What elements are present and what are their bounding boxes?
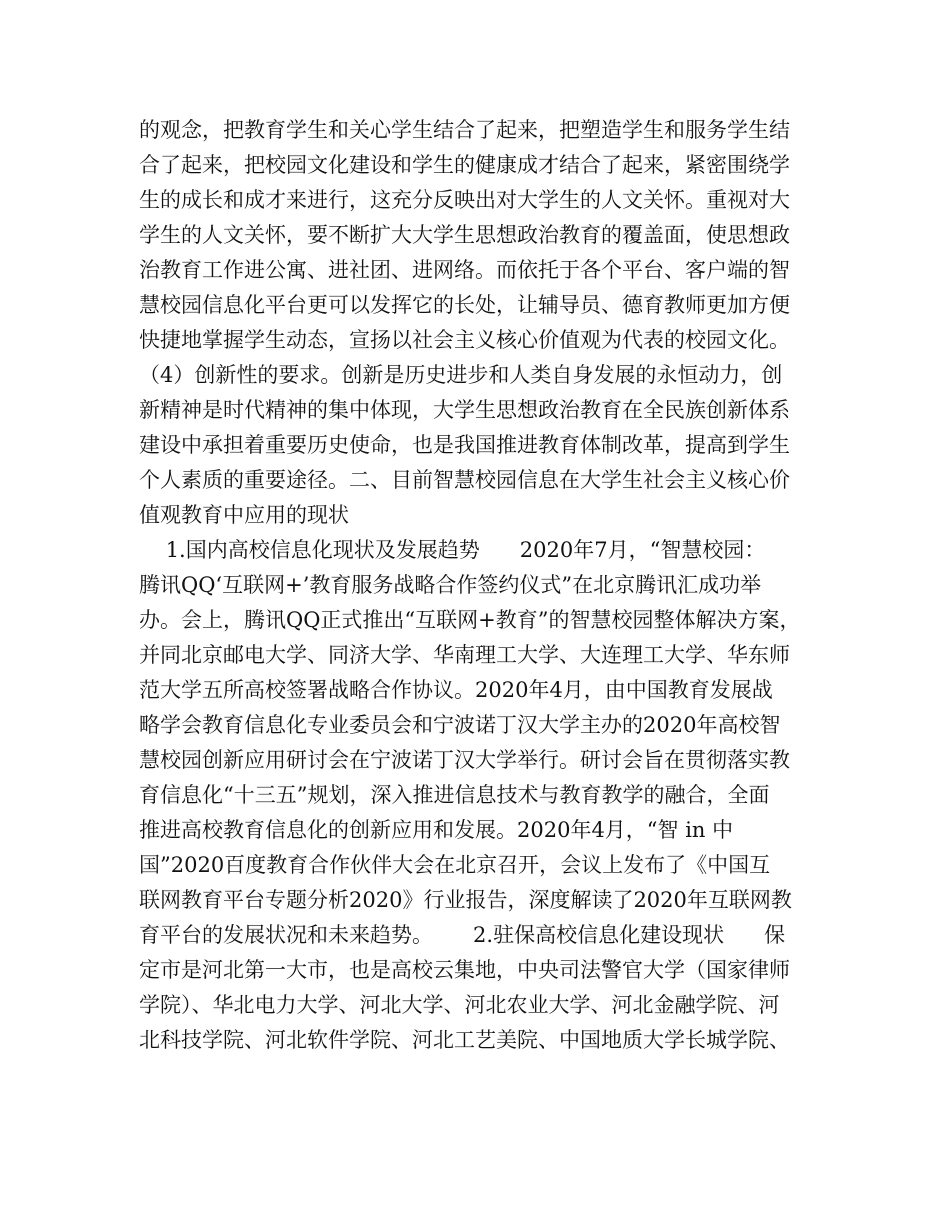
text-line: 国”2020百度教育合作伙伴大会在北京召开，会议上发布了《中国互	[139, 853, 771, 877]
body-text	[139, 113, 839, 1058]
text-line: 合了起来，把校园文化建设和学生的健康成才结合了起来，紧密围绕学	[139, 153, 790, 177]
text-line: 快捷地掌握学生动态，宣扬以社会主义核心价值观为代表的校园文化。	[139, 328, 790, 352]
text-line: 学院）、华北电力大学、河北大学、河北农业大学、河北金融学院、河	[139, 993, 780, 1017]
text-line: 慧校园信息化平台更可以发挥它的长处，让辅导员、德育教师更加方便	[139, 293, 790, 317]
text-line: 1.国内高校信息化现状及发展趋势 2020年7月，“智慧校园：	[139, 538, 766, 562]
text-line: 慧校园创新应用研讨会在宁波诺丁汉大学举行。研讨会旨在贯彻落实教	[139, 748, 790, 772]
text-line: 值观教育中应用的现状	[139, 503, 349, 527]
text-line: 的观念，把教育学生和关心学生结合了起来，把塑造学生和服务学生结	[139, 118, 790, 142]
text-line: 新精神是时代精神的集中体现，大学生思想政治教育在全民族创新体系	[139, 398, 790, 422]
text-line: 生的成长和成才来进行，这充分反映出对大学生的人文关怀。重视对大	[139, 188, 790, 212]
text-line: 育信息化“十三五”规划，深入推进信息技术与教育教学的融合，全面	[139, 783, 770, 807]
text-line: 腾讯QQ‘互联网+’教育服务战略合作签约仪式”在北京腾讯汇成功举	[139, 573, 762, 597]
text-line: 建设中承担着重要历史使命，也是我国推进教育体制改革，提高到学生	[139, 433, 790, 457]
text-line: （4）创新性的要求。创新是历史进步和人类自身发展的永恒动力，创	[139, 363, 783, 387]
text-line: 育平台的发展状况和未来趋势。 2.驻保高校信息化建设现状 保	[139, 923, 786, 947]
text-line: 个人素质的重要途径。二、目前智慧校园信息在大学生社会主义核心价	[139, 468, 790, 492]
text-line: 略学会教育信息化专业委员会和宁波诺丁汉大学主办的2020年高校智	[139, 713, 781, 737]
text-line: 治教育工作进公寓、进社团、进网络。而依托于各个平台、客户端的智	[139, 258, 790, 282]
text-line: 北科技学院、河北软件学院、河北工艺美院、中国地质大学长城学院、	[139, 1028, 790, 1052]
text-line: 学生的人文关怀，要不断扩大大学生思想政治教育的覆盖面，使思想政	[139, 223, 790, 247]
text-line: 办。会上，腾讯QQ正式推出“互联网+教育”的智慧校园整体解决方案，	[139, 608, 801, 632]
text-line: 范大学五所高校签署战略合作协议。2020年4月，由中国教育发展战	[139, 678, 773, 702]
text-line: 并同北京邮电大学、同济大学、华南理工大学、大连理工大学、华东师	[139, 643, 790, 667]
text-line: 联网教育平台专题分析2020》行业报告，深度解读了2020年互联网教	[139, 888, 792, 912]
text-line: 定市是河北第一大市，也是高校云集地，中央司法警官大学（国家律师	[139, 958, 790, 982]
text-line: 推进高校教育信息化的创新应用和发展。2020年4月，“智 in 中	[139, 818, 734, 842]
